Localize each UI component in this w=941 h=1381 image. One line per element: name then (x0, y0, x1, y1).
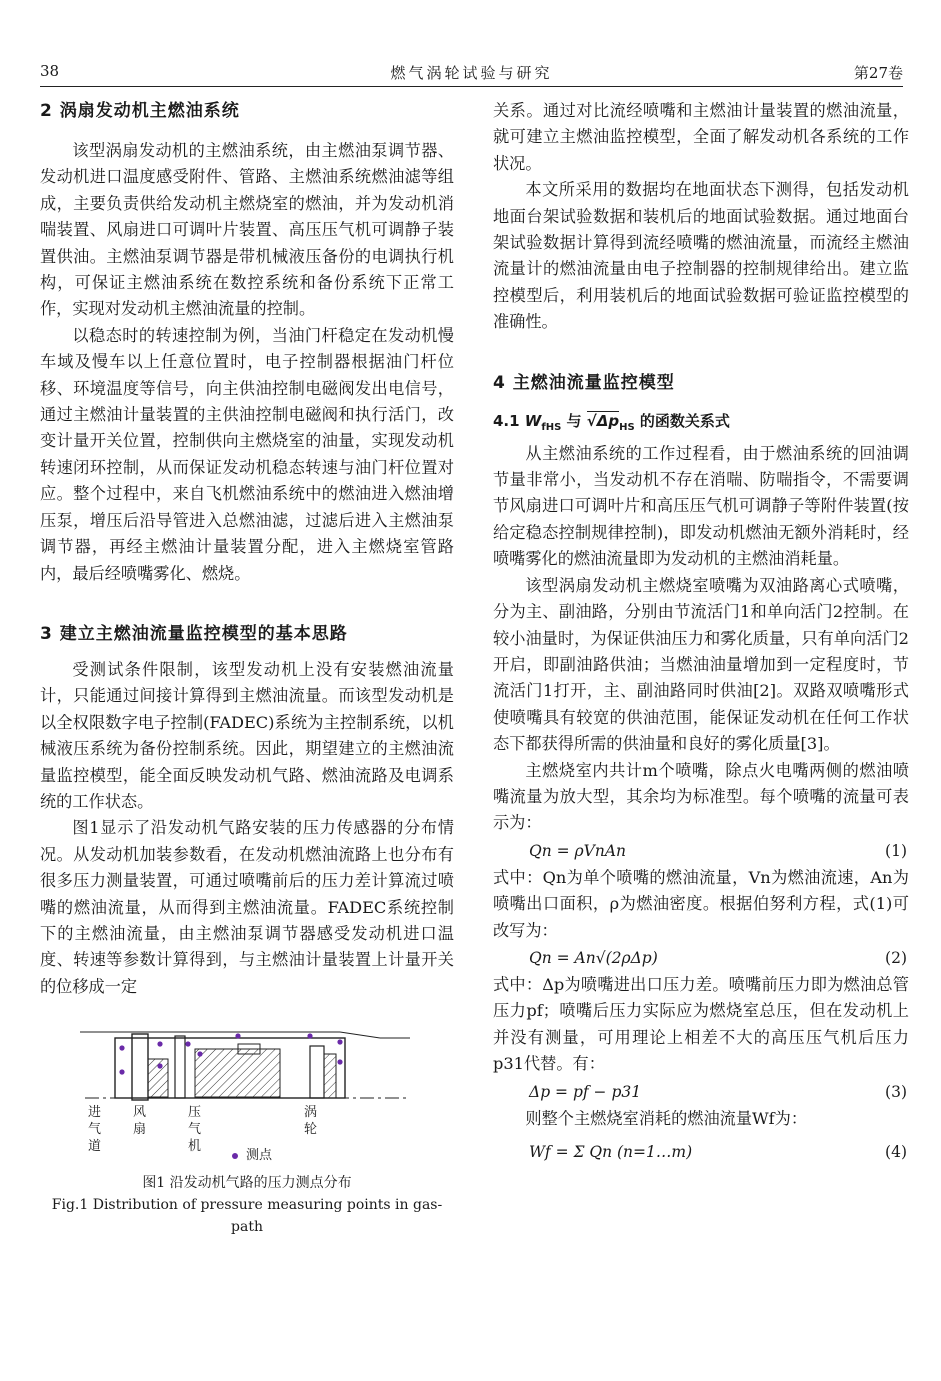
section-3-para-2: 图1显示了沿发动机气路安装的压力传感器的分布情况。从发动机加装参数看，在发动机燃油流路上也分布有很多压力测量装置，可通过喷嘴前后的压力差计算流过喷嘴的燃油流量，从而得到主燃油流量。FADEC系统控制下的主燃油流量，由主燃油泵调节器感受发动机进口温度、转速等参数计算得到，与主燃油计量装置上计量开关的位移成一定 (40, 818, 454, 996)
section-4-title: 4 主燃油流量监控模型 (493, 372, 675, 393)
right-para-2: 本文所采用的数据均在地面状态下测得，包括发动机地面台架试验数据和装机后的地面试验数据。通过地面台架试验数据计算得到流经喷嘴的燃油流量，而流经主燃油流量计的燃油流量由电子控制器的控制规律给出。建立监控模型后，利用装机后的地面试验数据可验证监控模型的准确性。 (493, 180, 909, 332)
figure-caption-cn: 图1 沿发动机气路的压力测点分布 (142, 1175, 352, 1192)
volume-label: 第27卷 (853, 64, 903, 82)
engine-gas-path-diagram (40, 1004, 454, 1154)
legend-label: 测点 (246, 1148, 273, 1164)
figure-caption-en: Fig.1 Distribution of pressure measuring points in gas-path (51, 1197, 443, 1236)
legend-dot-icon (232, 1153, 238, 1159)
figure-1 (40, 1004, 454, 1236)
section-2-para-1: 该型涡扇发动机的主燃油系统，由主燃油泵调节器、发动机进口温度感受附件、管路、主燃油系统燃油滤等组成，主要负责供给发动机主燃烧室的燃油，并为发动机消喘装置、风扇进口可调叶片装置、高压压气机可调静子装置供油。主燃油泵调节器是带机械液压备份的电调执行机构，可保证主燃油系统在数控系统和备份系统下正常工作，实现对发动机主燃油流量的控制。 (40, 141, 454, 319)
left-column (40, 98, 454, 1236)
journal-title: 燃气涡轮试验与研究 (390, 64, 553, 82)
legend (232, 1144, 272, 1163)
equation-3: Δp = pf − p31 (3) (529, 1082, 907, 1101)
right-para-1: 关系。通过对比流经喷嘴和主燃油计量装置的燃油流量，就可建立主燃油监控模型，全面了解发动机各系统的工作状况。 (493, 101, 909, 173)
equation-2: Qn = An√(2ρΔp) (2) (529, 948, 907, 967)
running-header (40, 62, 903, 87)
label-fan: 风扇 (133, 1105, 147, 1138)
equation-1: Qn = ρVnAn (1) (529, 841, 907, 860)
right-para-3: 从主燃油系统的工作过程看，由于燃油系统的回油调节量非常小，当发动机不存在消喘、防喘指令，不需要调节风扇进口可调叶片和高压压气机可调静子等附件装置(按给定稳态控制规律控制)，即发动机燃油无额外消耗时，经喷嘴雾化的燃油流量即为发动机的主燃油消耗量。 (493, 443, 909, 569)
label-turbine: 涡轮 (304, 1105, 318, 1138)
right-para-8: 则整个主燃烧室消耗的燃油流量Wf为： (525, 1108, 808, 1128)
page-number: 38 (40, 62, 60, 80)
section-2-para-2: 以稳态时的转速控制为例，当油门杆稳定在发动机慢车域及慢车以上任意位置时，电子控制器根据油门杆位移、环境温度等信号，向主供油控制电磁阀发出电信号，通过主燃油计量装置的主供油控制电磁阀和执行活门，改变计量开关位置，控制供向主燃烧室的油量，实现发动机转速闭环控制，从而保证发动机稳态转速与油门杆位置对应。整个过程中，来自飞机燃油系统中的燃油进入燃油增压泵，增压后沿导管进入总燃油滤，过滤后进入主燃油泵调节器，再经主燃油计量装置分配，进入主燃烧室管路内，最后经喷嘴雾化、燃烧。 (40, 325, 454, 583)
section-4-1-title: 4.1 $W_{fHS}$ 与 $√\Delta p_{HS}$ 的函数关系式 (493, 411, 730, 433)
section-3-para-1: 受测试条件限制，该型发动机上没有安装燃油流量计，只能通过间接计算得到主燃油流量。而该型发动机是以全权限数字电子控制(FADEC)系统为主控制系统，以机械液压系统为备份控制系统。因此，期望建立的主燃油流量监控模型，能全面反映发动机气路、燃油流路及电调系统的工作状态。 (40, 659, 454, 811)
label-inlet: 进气道 (88, 1105, 102, 1155)
label-compressor: 压气机 (188, 1105, 202, 1155)
equation-4: Wf = Σ Qn (n=1…m) (4) (529, 1143, 907, 1161)
section-3-title: 3 建立主燃油流量监控模型的基本思路 (40, 623, 348, 644)
right-column (493, 98, 909, 1172)
right-para-7: 式中：Δp为喷嘴进出口压力差。喷嘴前压力即为燃油总管压力pf；喷嘴后压力实际应为燃烧室总压，但在发动机上并没有测量，可用理论上相差不大的高压压气机后压力p31代替。有： (493, 974, 909, 1074)
right-para-6: 式中：Qn为单个喷嘴的燃油流量，Vn为燃油流速，An为喷嘴出口面积，ρ为燃油密度。根据伯努利方程，式(1)可改写为： (493, 867, 909, 940)
right-para-4: 该型涡扇发动机主燃烧室喷嘴为双油路离心式喷嘴，分为主、副油路，分别由节流活门1和单向活门2控制。在较小油量时，为保证供油压力和雾化质量，只有单向活门2开启，即副油路供油；当燃油油量增加到一定程度时，节流活门1打开，主、副油路同时供油[2]。双路双喷嘴形式使喷嘴具有较宽的供油范围，能保证发动机在任何工作状态下都获得所需的供油量和良好的雾化质量[3]。 (493, 575, 909, 754)
section-2-title: 2 涡扇发动机主燃油系统 (40, 101, 240, 121)
right-para-5: 主燃烧室内共计m个喷嘴，除点火电嘴两侧的燃油喷嘴流量为放大型，其余均为标准型。每个喷嘴的流量可表示为： (493, 760, 909, 833)
